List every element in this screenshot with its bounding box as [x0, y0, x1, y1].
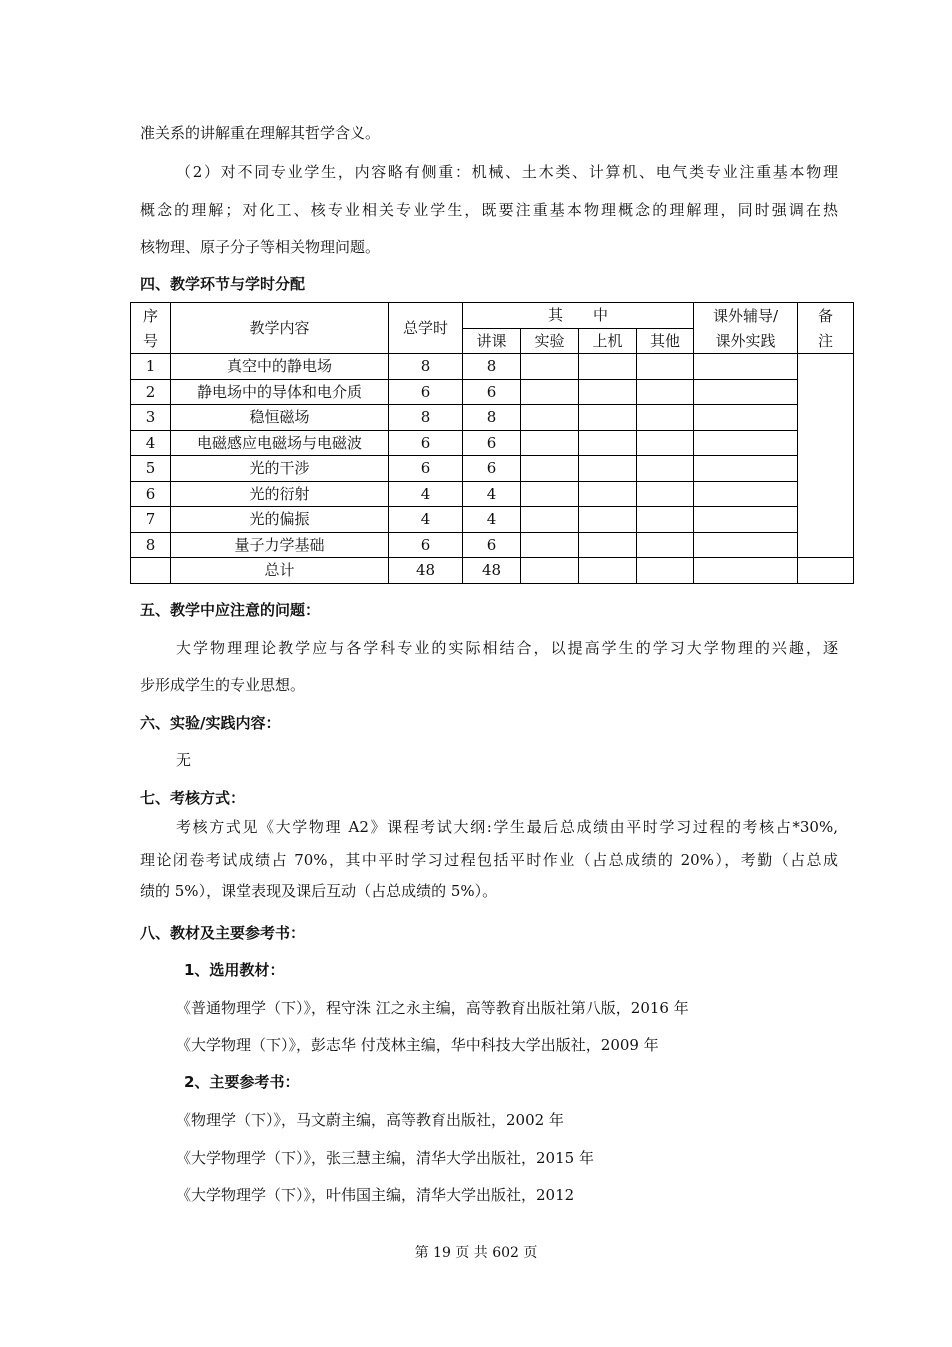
header-computer: 上机: [579, 328, 637, 354]
cell-computer: [579, 379, 637, 405]
cell-other: [637, 456, 694, 482]
cell-experiment: [521, 558, 579, 584]
header-content: 教学内容: [171, 303, 389, 354]
cell-lecture: 4: [463, 481, 521, 507]
header-experiment: 实验: [521, 328, 579, 354]
cell-seq: 6: [131, 481, 171, 507]
cell-total: 4: [389, 481, 463, 507]
intro-line-2: （2）对不同专业学生，内容略有侧重：机械、土木类、计算机、电气类专业注重基本物理: [176, 163, 838, 181]
cell-seq: 7: [131, 507, 171, 533]
cell-experiment: [521, 532, 579, 558]
reference-item: 《大学物理学（下）》，叶伟国主编，清华大学出版社，2012: [176, 1186, 575, 1204]
cell-content: 电磁感应电磁场与电磁波: [171, 430, 389, 456]
table-total-row: [131, 558, 854, 584]
cell-lecture: 6: [463, 379, 521, 405]
section-5-line-2: 步形成学生的专业思想。: [140, 676, 306, 694]
cell-total: 8: [389, 405, 463, 431]
cell-lecture: 8: [463, 405, 521, 431]
cell-total: 8: [389, 354, 463, 380]
cell-seq: [131, 558, 171, 584]
header-seq-top: 序: [131, 303, 171, 329]
header-among: 其 中: [463, 303, 694, 329]
cell-computer: [579, 507, 637, 533]
cell-lecture: 6: [463, 456, 521, 482]
cell-lecture: 6: [463, 430, 521, 456]
cell-extra: [694, 430, 798, 456]
cell-lecture: 4: [463, 507, 521, 533]
cell-experiment: [521, 507, 579, 533]
header-lecture: 讲课: [463, 328, 521, 354]
cell-extra: [694, 558, 798, 584]
header-total: 总学时: [389, 303, 463, 354]
intro-line-4: 核物理、原子分子等相关物理问题。: [140, 238, 381, 256]
section-7-line-3: 绩的 5%），课堂表现及课后互动（占总成绩的 5%）。: [140, 882, 498, 900]
header-note-top: 备: [798, 303, 854, 329]
table-row: [131, 481, 854, 507]
cell-experiment: [521, 430, 579, 456]
reference-item: 《物理学（下）》，马文蔚主编，高等教育出版社，2002 年: [176, 1111, 564, 1129]
cell-seq: 3: [131, 405, 171, 431]
section-5-line-1: 大学物理理论教学应与各学科专业的实际相结合，以提高学生的学习大学物理的兴趣，逐: [176, 639, 838, 657]
textbooks-subheading: 1、选用教材：: [184, 961, 285, 979]
cell-note: [798, 558, 854, 584]
page-number-footer: 第 19 页 共 602 页: [414, 1245, 538, 1261]
cell-total: 6: [389, 379, 463, 405]
cell-computer: [579, 481, 637, 507]
cell-seq: 1: [131, 354, 171, 380]
section-6-heading: 六、实验/实践内容：: [140, 714, 281, 732]
cell-computer: [579, 532, 637, 558]
cell-content: 光的干涉: [171, 456, 389, 482]
section-6-body: 无: [176, 751, 192, 769]
cell-computer: [579, 456, 637, 482]
hours-table: [130, 302, 854, 584]
cell-lecture: 8: [463, 354, 521, 380]
header-other: 其他: [637, 328, 694, 354]
section-4-heading: 四、教学环节与学时分配: [140, 275, 306, 293]
cell-computer: [579, 430, 637, 456]
cell-experiment: [521, 456, 579, 482]
cell-extra: [694, 532, 798, 558]
cell-other: [637, 379, 694, 405]
cell-other: [637, 532, 694, 558]
cell-seq: 4: [131, 430, 171, 456]
cell-other: [637, 405, 694, 431]
cell-content: 静电场中的导体和电介质: [171, 379, 389, 405]
cell-total-lecture: 48: [463, 558, 521, 584]
table-row: [131, 379, 854, 405]
cell-total: 4: [389, 507, 463, 533]
header-seq-bottom: 号: [131, 328, 171, 354]
cell-other: [637, 354, 694, 380]
header-extra-top: 课外辅导/: [694, 303, 798, 329]
header-extra-bottom: 课外实践: [694, 328, 798, 354]
cell-experiment: [521, 379, 579, 405]
cell-total-hours: 48: [389, 558, 463, 584]
section-5-heading: 五、教学中应注意的问题：: [140, 601, 321, 619]
cell-experiment: [521, 354, 579, 380]
cell-other: [637, 558, 694, 584]
cell-content: 稳恒磁场: [171, 405, 389, 431]
cell-extra: [694, 354, 798, 380]
intro-line-1: 准关系的讲解重在理解其哲学含义。: [140, 124, 381, 142]
table-row: [131, 354, 854, 380]
cell-seq: 5: [131, 456, 171, 482]
table-row: [131, 405, 854, 431]
table-row: [131, 456, 854, 482]
cell-total: 6: [389, 430, 463, 456]
references-subheading: 2、主要参考书：: [184, 1073, 300, 1091]
cell-seq: 8: [131, 532, 171, 558]
section-7-line-1: 考核方式见《大学物理 A2》课程考试大纲:学生最后总成绩由平时学习过程的考核占*30%,: [176, 818, 838, 836]
intro-line-3: 概念的理解；对化工、核专业相关专业学生，既要注重基本物理概念的理解理，同时强调在热: [140, 201, 838, 219]
section-8-heading: 八、教材及主要参考书：: [140, 924, 306, 942]
cell-content: 量子力学基础: [171, 532, 389, 558]
cell-experiment: [521, 405, 579, 431]
cell-content: 光的偏振: [171, 507, 389, 533]
cell-other: [637, 481, 694, 507]
table-row: [131, 532, 854, 558]
table-row: [131, 507, 854, 533]
section-7-heading: 七、考核方式：: [140, 789, 246, 807]
cell-content: 真空中的静电场: [171, 354, 389, 380]
cell-total-label: 总计: [171, 558, 389, 584]
section-7-line-2: 理论闭卷考试成绩占 70%，其中平时学习过程包括平时作业（占总成绩的 20%），考勤（占总成: [140, 851, 838, 869]
cell-experiment: [521, 481, 579, 507]
cell-content: 光的衍射: [171, 481, 389, 507]
table-header-row-1: [131, 303, 854, 329]
cell-extra: [694, 481, 798, 507]
table-row: [131, 430, 854, 456]
cell-total: 6: [389, 532, 463, 558]
textbook-item: 《大学物理（下）》，彭志华 付茂林主编，华中科技大学出版社，2009 年: [176, 1036, 659, 1054]
header-note-bottom: 注: [798, 328, 854, 354]
reference-item: 《大学物理学（下）》，张三慧主编，清华大学出版社，2015 年: [176, 1149, 594, 1167]
cell-computer: [579, 354, 637, 380]
textbook-item: 《普通物理学（下）》，程守洙 江之永主编，高等教育出版社第八版，2016 年: [176, 999, 689, 1017]
cell-extra: [694, 456, 798, 482]
cell-extra: [694, 507, 798, 533]
cell-computer: [579, 405, 637, 431]
cell-lecture: 6: [463, 532, 521, 558]
cell-seq: 2: [131, 379, 171, 405]
cell-total: 6: [389, 456, 463, 482]
cell-other: [637, 507, 694, 533]
cell-extra: [694, 379, 798, 405]
cell-note: [798, 354, 854, 558]
cell-other: [637, 430, 694, 456]
cell-extra: [694, 405, 798, 431]
cell-computer: [579, 558, 637, 584]
